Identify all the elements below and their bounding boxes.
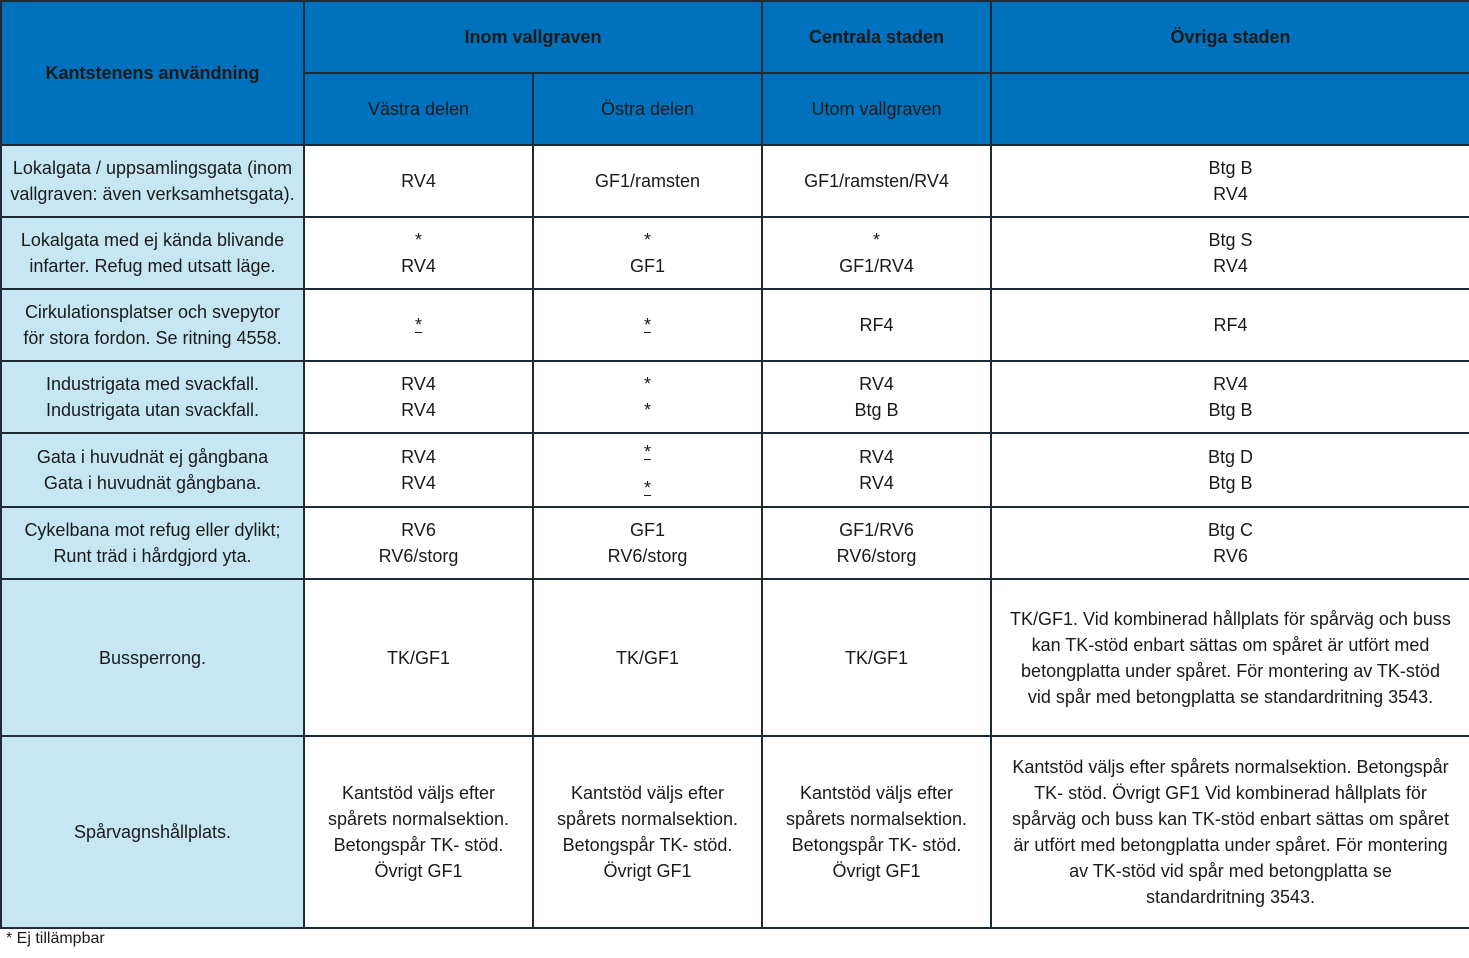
cell-ostra (533, 361, 762, 433)
cell-centrala (762, 217, 991, 289)
cell-line: * (414, 230, 422, 250)
cell-centrala (762, 736, 991, 928)
cell-line: betongplatta under spåret. För montering av TK-stöd (1021, 660, 1440, 681)
row-label-line: infarter. Refug med utsatt läge. (29, 256, 276, 276)
cell-ovriga (991, 579, 1469, 736)
cell-line: av TK-stöd vid spår med betongplatta se (1069, 861, 1392, 881)
cell-ostra (533, 217, 762, 289)
row-label (1, 361, 304, 433)
row-label-line: Gata i huvudnät gångbana. (43, 473, 262, 493)
cell-line: Btg B (1208, 400, 1253, 420)
cell-line: * (643, 315, 651, 335)
cell-line: RV4 (401, 374, 436, 394)
cell-line: Btg C (1207, 520, 1254, 540)
cell-line: Btg S (1208, 230, 1253, 250)
cell-ostra (533, 507, 762, 579)
header-ostra-delen: Östra delen (533, 73, 762, 145)
cell-line: Btg B (1208, 473, 1253, 493)
row-label-line: för stora fordon. Se ritning 4558. (23, 328, 282, 348)
header-inom-vallgraven: Inom vallgraven (304, 1, 762, 73)
cell-line: GF1/ramsten/RV4 (804, 171, 949, 191)
cell-line: vid spår med betongplatta se standardritning 3543. (1027, 686, 1434, 707)
row-label-line: Lokalgata med ej kända blivande (20, 230, 285, 250)
cell-line: Betongspår TK- stöd. (562, 835, 733, 855)
header-vastra-delen: Västra delen (304, 73, 533, 145)
header-ovriga-staden: Övriga staden (991, 1, 1469, 73)
cell-line: TK- stöd. Övrigt GF1 Vid kombinerad hållplats för (1034, 783, 1427, 803)
row-label-line: Gata i huvudnät ej gångbana (36, 447, 269, 467)
cell-line: Betongspår TK- stöd. (791, 835, 962, 855)
header-centrala-staden: Centrala staden (762, 1, 991, 73)
table-row (1, 217, 1469, 289)
cell-vastra (304, 507, 533, 579)
cell-line: RV4 (1213, 374, 1248, 394)
cell-line: RF4 (859, 315, 894, 335)
cell-line: spårväg och buss kan TK-stöd enbart sättas om spåret (1012, 809, 1449, 829)
cell-line: spårets normalsektion. (785, 809, 968, 829)
cell-line: RV4 (1213, 256, 1248, 276)
row-label-line: vallgraven: även verksamhetsgata). (10, 184, 295, 204)
cell-line: * (643, 400, 651, 420)
cell-vastra (304, 433, 533, 507)
cell-ovriga (991, 361, 1469, 433)
cell-ovriga (991, 736, 1469, 928)
cell-line: RV6 (401, 520, 436, 540)
header-ovriga-empty (991, 73, 1469, 145)
cell-line: Betongspår TK- stöd. (333, 835, 504, 855)
table-row (1, 289, 1469, 361)
cell-line: RV4 (859, 374, 894, 394)
cell-ovriga (991, 433, 1469, 507)
row-label-line: Cykelbana mot refug eller dylikt; (24, 520, 281, 540)
row-label-line: Bussperrong. (98, 647, 207, 668)
cell-centrala (762, 433, 991, 507)
cell-ovriga (991, 145, 1469, 217)
cell-centrala (762, 579, 991, 736)
cell-ovriga (991, 217, 1469, 289)
cell-line: RV4 (401, 400, 436, 420)
cell-line: Btg B (854, 400, 899, 420)
header-utom-vallgraven: Utom vallgraven (762, 73, 991, 145)
cell-line: * (643, 374, 651, 394)
cell-line: TK/GF1 (844, 647, 908, 668)
row-label-line: Lokalgata / uppsamlingsgata (inom (12, 158, 293, 178)
table-row (1, 579, 1469, 736)
cell-line: * (643, 230, 651, 250)
cell-line: Kantstöd väljs efter spårets normalsektion. Betongspår (1012, 757, 1449, 777)
table-row (1, 145, 1469, 217)
row-label (1, 145, 304, 217)
cell-centrala (762, 361, 991, 433)
cell-line: RV6/storg (378, 546, 459, 566)
cell-line: TK/GF1 (615, 647, 679, 668)
row-label (1, 579, 304, 736)
cell-line: RV6/storg (836, 546, 917, 566)
cell-line: spårets normalsektion. (327, 809, 510, 829)
cell-line: TK/GF1. Vid kombinerad hållplats för spårväg och buss (1010, 608, 1451, 629)
row-label-line: Runt träd i hårdgjord yta. (53, 546, 252, 566)
cell-line: Kantstöd väljs efter (799, 783, 954, 803)
cell-line: RV4 (859, 447, 894, 467)
cell-line: GF1 (629, 256, 665, 276)
cell-line: RV6/storg (607, 546, 688, 566)
cell-vastra (304, 217, 533, 289)
cell-line: * (414, 315, 422, 335)
cell-line: Kantstöd väljs efter (341, 783, 496, 803)
cell-vastra (304, 361, 533, 433)
cell-ostra (533, 736, 762, 928)
cell-line: är utfört med betongplatta under spåret. För montering (1013, 835, 1448, 855)
table-row (1, 736, 1469, 928)
cell-vastra (304, 736, 533, 928)
cell-centrala (762, 145, 991, 217)
cell-ovriga (991, 289, 1469, 361)
row-label-line: Industrigata utan svackfall. (45, 400, 260, 420)
cell-line: standardritning 3543. (1145, 887, 1316, 907)
cell-ovriga (991, 507, 1469, 579)
table-body (1, 145, 1469, 928)
row-label (1, 433, 304, 507)
cell-line: RV4 (401, 256, 436, 276)
cell-line: Btg D (1207, 447, 1254, 467)
row-label-line: Cirkulationsplatser och svepytor (24, 302, 281, 322)
cell-line: GF1/RV6 (839, 520, 914, 540)
cell-line: RV4 (401, 171, 436, 191)
cell-vastra (304, 289, 533, 361)
row-label (1, 736, 304, 928)
cell-ostra (533, 145, 762, 217)
cell-line: * (643, 442, 651, 462)
cell-ostra (533, 579, 762, 736)
cell-line: RV4 (859, 473, 894, 493)
cell-ostra (533, 289, 762, 361)
cell-line: kan TK-stöd enbart sättas om spåret är utfört med (1031, 634, 1430, 655)
cell-line: RV6 (1213, 546, 1248, 566)
row-label (1, 289, 304, 361)
cell-line: Övrigt GF1 (603, 861, 692, 881)
table-row (1, 433, 1469, 507)
cell-line: RV4 (401, 473, 436, 493)
row-label (1, 507, 304, 579)
cell-line: Btg B (1208, 158, 1253, 178)
footnote: * Ej tillämpbar (6, 930, 105, 947)
cell-vastra (304, 579, 533, 736)
cell-line: Övrigt GF1 (374, 861, 463, 881)
table-row (1, 507, 1469, 579)
table-row (1, 361, 1469, 433)
cell-line: * (872, 230, 880, 250)
cell-line: GF1/ramsten (594, 171, 701, 191)
row-label-line: Spårvagnshållplats. (73, 822, 232, 842)
cell-centrala (762, 507, 991, 579)
cell-vastra (304, 145, 533, 217)
cell-line: * (643, 478, 651, 498)
cell-line: GF1/RV4 (839, 256, 914, 276)
cell-line: RV4 (1213, 184, 1248, 204)
row-label-line: Industrigata med svackfall. (45, 374, 260, 394)
cell-centrala (762, 289, 991, 361)
cell-line: RF4 (1213, 315, 1248, 335)
cell-line: Kantstöd väljs efter (570, 783, 725, 803)
header-usage: Kantstenens användning (1, 1, 304, 145)
cell-line: TK/GF1 (386, 647, 450, 668)
cell-line: GF1 (629, 520, 665, 540)
cell-ostra (533, 433, 762, 507)
row-label (1, 217, 304, 289)
cell-line: RV4 (401, 447, 436, 467)
cell-line: spårets normalsektion. (556, 809, 739, 829)
cell-line: Övrigt GF1 (832, 861, 921, 881)
